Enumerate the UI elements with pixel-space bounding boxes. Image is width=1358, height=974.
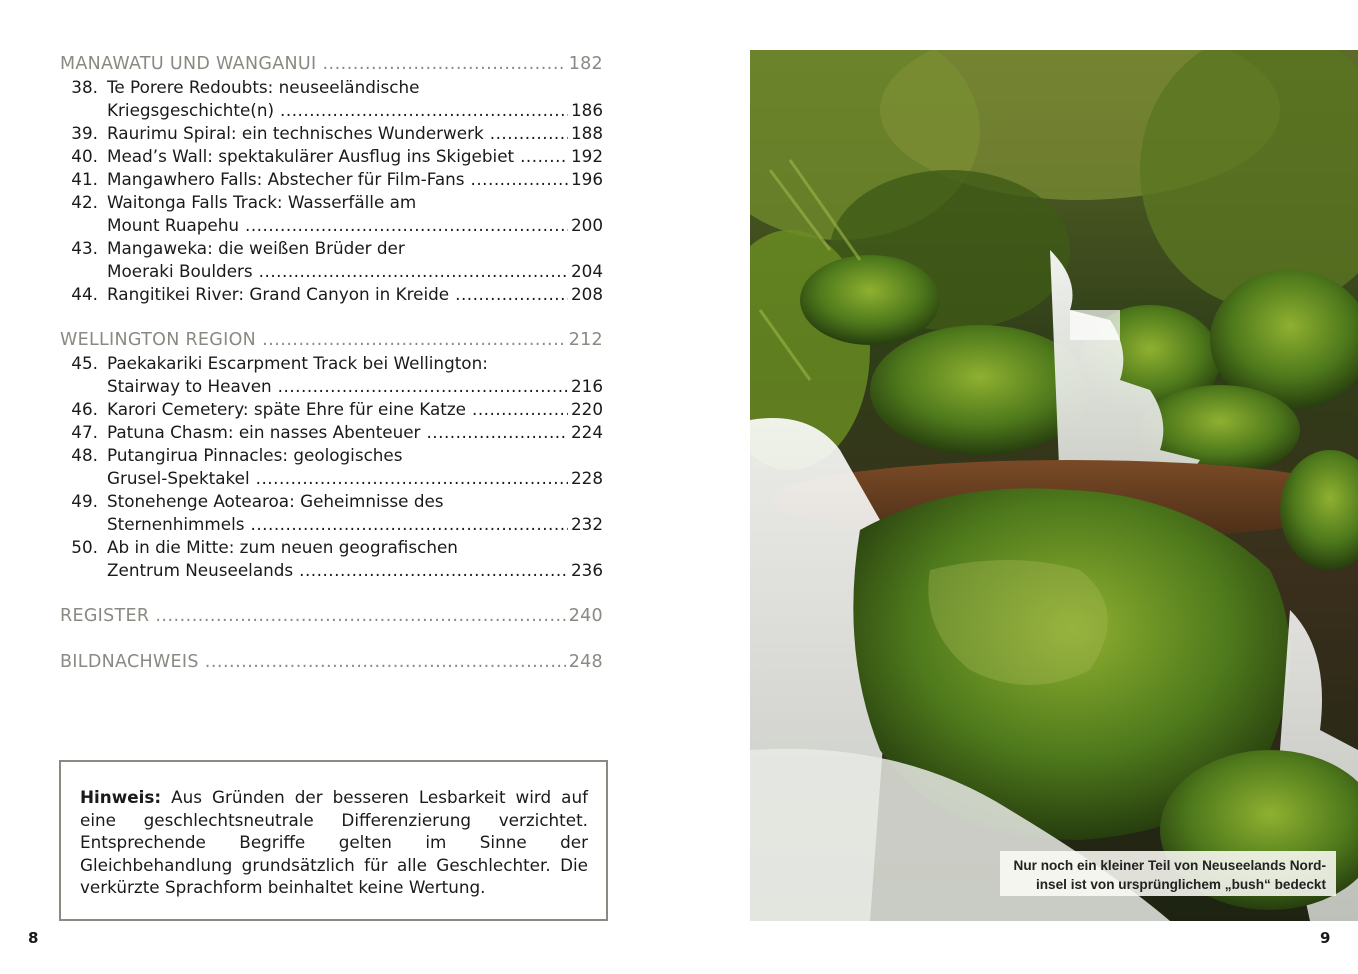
entry-number: 38. bbox=[71, 77, 98, 97]
entry-title-continued: Kriegsgeschichte(n) bbox=[107, 100, 275, 120]
section-page: 240 bbox=[568, 606, 603, 626]
toc-section-heading bbox=[60, 606, 603, 629]
entry-page: 228 bbox=[570, 468, 603, 488]
toc-entry bbox=[60, 146, 603, 169]
entry-number: 41. bbox=[71, 169, 98, 189]
toc-entry-continuation bbox=[60, 261, 603, 284]
entry-title: Putangirua Pinnacles: geologisches bbox=[107, 445, 403, 465]
entry-title-continued: Stairway to Heaven bbox=[107, 376, 272, 396]
entry-number: 48. bbox=[71, 445, 98, 465]
entry-page: 224 bbox=[570, 422, 603, 442]
entry-title: Mead’s Wall: spektakulärer Ausflug ins Skigebiet bbox=[107, 146, 515, 166]
entry-number: 45. bbox=[71, 353, 98, 373]
entry-title: Mangawhero Falls: Abstecher für Film-Fans bbox=[107, 169, 465, 189]
section-gap bbox=[60, 629, 603, 652]
entry-title: Stonehenge Aotearoa: Geheimnisse des bbox=[107, 491, 444, 511]
entry-title-continued: Mount Ruapehu bbox=[107, 215, 240, 235]
toc-entry-continuation bbox=[60, 468, 603, 491]
entry-page: 216 bbox=[570, 376, 603, 396]
table-of-contents bbox=[60, 54, 603, 675]
leader-dots bbox=[299, 560, 568, 580]
entry-title-continued: Grusel-Spektakel bbox=[107, 468, 250, 488]
waterfall-photo bbox=[750, 50, 1358, 921]
entry-number: 44. bbox=[71, 284, 98, 304]
entry-number: 50. bbox=[71, 537, 98, 557]
entry-number: 40. bbox=[71, 146, 98, 166]
toc-entry bbox=[60, 422, 603, 445]
waterfall-illustration bbox=[750, 50, 1358, 921]
hint-label: Hinweis: bbox=[80, 787, 162, 807]
hint-box bbox=[59, 760, 608, 921]
leader-dots bbox=[256, 468, 568, 488]
leader-dots bbox=[280, 100, 568, 120]
toc-section-heading bbox=[60, 54, 603, 77]
leader-dots bbox=[250, 514, 567, 534]
entry-title: Patuna Chasm: ein nasses Abenteuer bbox=[107, 422, 421, 442]
entry-number: 43. bbox=[71, 238, 98, 258]
entry-page: 204 bbox=[570, 261, 603, 281]
entry-number: 39. bbox=[71, 123, 98, 143]
section-page: 248 bbox=[568, 652, 603, 672]
entry-title: Karori Cemetery: späte Ehre für eine Katze bbox=[107, 399, 467, 419]
toc-entry bbox=[60, 445, 603, 468]
entry-page: 220 bbox=[570, 399, 603, 419]
toc-entry bbox=[60, 537, 603, 560]
leader-dots bbox=[259, 261, 568, 281]
photo-caption bbox=[1000, 851, 1336, 896]
entry-title-continued: Zentrum Neuseelands bbox=[107, 560, 294, 580]
entry-page: 236 bbox=[570, 560, 603, 580]
leader-dots bbox=[455, 284, 568, 304]
toc-entry bbox=[60, 77, 603, 100]
caption-line-2: insel ist von ursprünglichem „bush“ bedeckt bbox=[1035, 877, 1326, 892]
leader-dots bbox=[245, 215, 568, 235]
entry-page: 200 bbox=[570, 215, 603, 235]
leader-dots bbox=[155, 606, 565, 626]
entry-page: 186 bbox=[570, 100, 603, 120]
entry-page: 196 bbox=[570, 169, 603, 189]
entry-title: Ab in die Mitte: zum neuen geografischen bbox=[107, 537, 458, 557]
leader-dots bbox=[278, 376, 568, 396]
toc-entry bbox=[60, 238, 603, 261]
leader-dots bbox=[205, 652, 566, 672]
entry-page: 192 bbox=[570, 146, 603, 166]
entry-title-continued: Sternenhimmels bbox=[107, 514, 245, 534]
toc-entry-continuation bbox=[60, 560, 603, 583]
page-number-left: 8 bbox=[28, 929, 39, 947]
leader-dots bbox=[471, 169, 568, 189]
entry-title: Waitonga Falls Track: Wasserfälle am bbox=[107, 192, 417, 212]
entry-number: 46. bbox=[71, 399, 98, 419]
caption-line-1: Nur noch ein kleiner Teil von Neuseelands Nord- bbox=[1013, 858, 1326, 873]
toc-entry bbox=[60, 169, 603, 192]
toc-entry bbox=[60, 399, 603, 422]
entry-title-continued: Moeraki Boulders bbox=[107, 261, 253, 281]
entry-title: Te Porere Redoubts: neuseeländische bbox=[107, 77, 420, 97]
leader-dots bbox=[490, 123, 568, 143]
section-title: REGISTER bbox=[60, 606, 150, 626]
entry-title: Mangaweka: die weißen Brüder der bbox=[107, 238, 405, 258]
entry-title: Raurimu Spiral: ein technisches Wunderwerk bbox=[107, 123, 484, 143]
entry-number: 47. bbox=[71, 422, 98, 442]
toc-entry bbox=[60, 284, 603, 307]
toc-entry bbox=[60, 353, 603, 376]
toc-section-heading bbox=[60, 652, 603, 675]
entry-title: Paekakariki Escarpment Track bei Wellington: bbox=[107, 353, 488, 373]
leader-dots bbox=[426, 422, 568, 442]
entry-number: 49. bbox=[71, 491, 98, 511]
section-title: MANAWATU UND WANGANUI bbox=[60, 54, 317, 74]
entry-title: Rangitikei River: Grand Canyon in Kreide bbox=[107, 284, 450, 304]
toc-entry bbox=[60, 192, 603, 215]
page-number-right: 9 bbox=[1320, 929, 1331, 947]
toc-entry-continuation bbox=[60, 215, 603, 238]
entry-page: 208 bbox=[570, 284, 603, 304]
toc-entry-continuation bbox=[60, 376, 603, 399]
toc-entry bbox=[60, 491, 603, 514]
hint-text: Aus Gründen der besseren Lesbarkeit wird auf eine geschlechtsneutrale Differenzierung verzichtet. Entsprechende Begriffe gelten im Sinne der Gleichbehandlung grundsätzlich für alle Geschlechter. Die verkürzte Sprachform beinhaltet keine Wertung. bbox=[80, 787, 588, 898]
section-gap bbox=[60, 307, 603, 330]
section-page: 182 bbox=[568, 54, 603, 74]
toc-section-heading bbox=[60, 330, 603, 353]
entry-page: 188 bbox=[570, 123, 603, 143]
entry-number: 42. bbox=[71, 192, 98, 212]
section-title: BILDNACHWEIS bbox=[60, 652, 199, 672]
section-gap bbox=[60, 583, 603, 606]
entry-page: 232 bbox=[570, 514, 603, 534]
leader-dots bbox=[262, 330, 566, 350]
leader-dots bbox=[472, 399, 568, 419]
section-page: 212 bbox=[568, 330, 603, 350]
toc-entry-continuation bbox=[60, 100, 603, 123]
leader-dots bbox=[520, 146, 568, 166]
toc-entry bbox=[60, 123, 603, 146]
section-title: WELLINGTON REGION bbox=[60, 330, 257, 350]
leader-dots bbox=[322, 54, 565, 74]
toc-entry-continuation bbox=[60, 514, 603, 537]
